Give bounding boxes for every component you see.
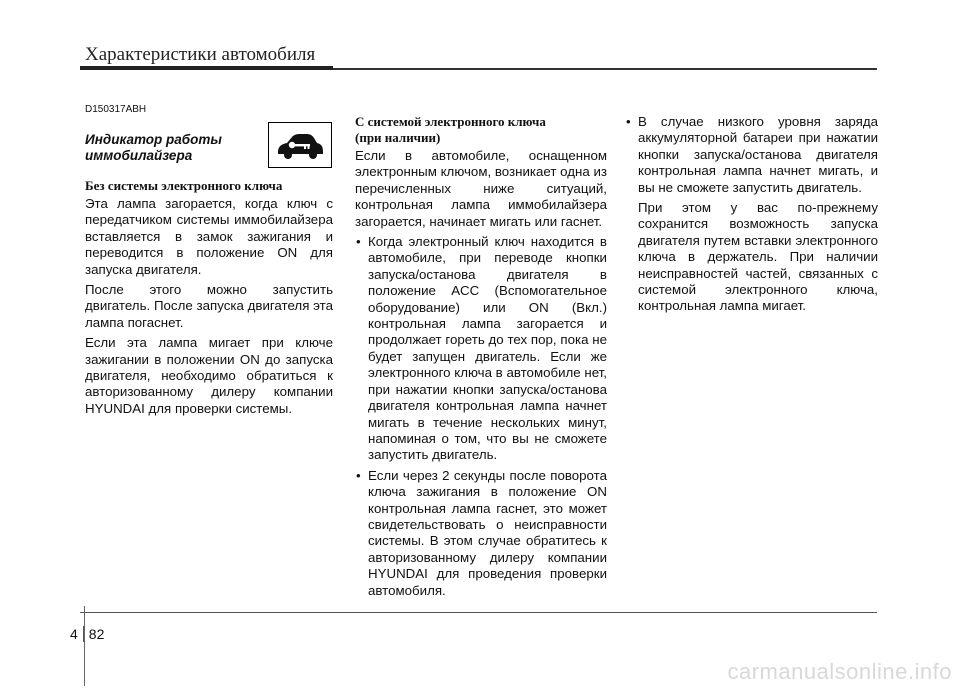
car-key-immobilizer-icon xyxy=(275,130,325,160)
middle-column xyxy=(355,114,607,603)
section-heading-with-smart-key: С системой электронного ключа (при наличии) xyxy=(355,114,546,145)
paragraph: После этого можно запустить двигатель. После запуска двигателя эта лампа погаснет. xyxy=(85,282,333,330)
header-rule-thin xyxy=(333,68,877,70)
page-number xyxy=(70,626,104,642)
crop-mark xyxy=(84,606,85,686)
paragraph: Если в автомобиле, оснащенном электронным ключом, возникает одна из перечисленных ниже ситуаций, контрольная лампа иммобилайзера загорается, начинает мигать или гаснет. xyxy=(355,148,607,229)
footer-rule xyxy=(80,612,877,613)
bullet-icon: • xyxy=(626,114,631,129)
page-number-separator xyxy=(83,626,84,642)
bullet-text: В случае низкого уровня заряда аккумуляторной батареи при нажатии кнопки запуска/останова двигателя контрольная лампа начнет мигать, и вы не сможете запустить двигатель. xyxy=(638,114,878,195)
section-code: D150317ABH xyxy=(85,104,147,115)
chapter-number: 4 xyxy=(70,626,78,642)
bullet-item xyxy=(355,234,607,464)
right-column xyxy=(625,114,878,319)
header-rule-thick xyxy=(80,66,333,70)
bullet-text: Если через 2 секунды после поворота ключа зажигания в положение ON контрольная лампа гаснет, это может свидетельствовать о неисправности системы. В этом случае обратитесь к авторизованному дилеру компании HYUNDAI для проведения проверки автомобиля. xyxy=(368,467,607,598)
watermark: carmanualsonline.info xyxy=(727,659,952,684)
indicator-block xyxy=(85,122,333,178)
bullet-text: Когда электронный ключ находится в автомобиле, при переводе кнопки запуска/останова двигателя в положение ACC (Вспомогательное оборудование) или ON (Вкл.) контрольная лампа загорается и продолжает гореть до тех пор, пока не будет запущен двигатель. Если же электронного ключа в автомобиле нет, при нажатии кнопки запуска/останова двигателя контрольная лампа начнет мигать в течение нескольких минут, напоминая о том, что вы не сможете запустить двигатель. xyxy=(368,234,607,463)
immobilizer-indicator-box xyxy=(268,122,332,168)
indicator-title: Индикатор работы иммобилайзера xyxy=(85,132,222,163)
paragraph: Если эта лампа мигает при ключе зажигании в положении ON до запуска двигателя, необходимо обратиться к авторизованному дилеру компании HYUNDAI для проверки системы. xyxy=(85,335,333,416)
bullet-icon: • xyxy=(356,234,361,250)
page-header-title: Характеристики автомобиля xyxy=(85,44,316,65)
bullet-item xyxy=(625,114,878,315)
page-number-value: 82 xyxy=(88,626,105,642)
paragraph: Эта лампа загорается, когда ключ с передатчиком системы иммобилайзера вставляется в замок зажигания и переводится в положение ON для запуска двигателя. xyxy=(85,196,333,277)
section-heading-without-smart-key: Без системы электронного ключа xyxy=(85,178,283,193)
bullet-continuation: При этом у вас по-прежнему сохранится возможность запуска двигателя путем вставки электронного ключа в держатель. При наличии неисправностей частей, связанных с системой электронного ключа, контрольная лампа мигает. xyxy=(638,200,878,314)
bullet-icon: • xyxy=(356,467,361,483)
bullet-item xyxy=(355,468,607,599)
left-column xyxy=(85,104,333,421)
